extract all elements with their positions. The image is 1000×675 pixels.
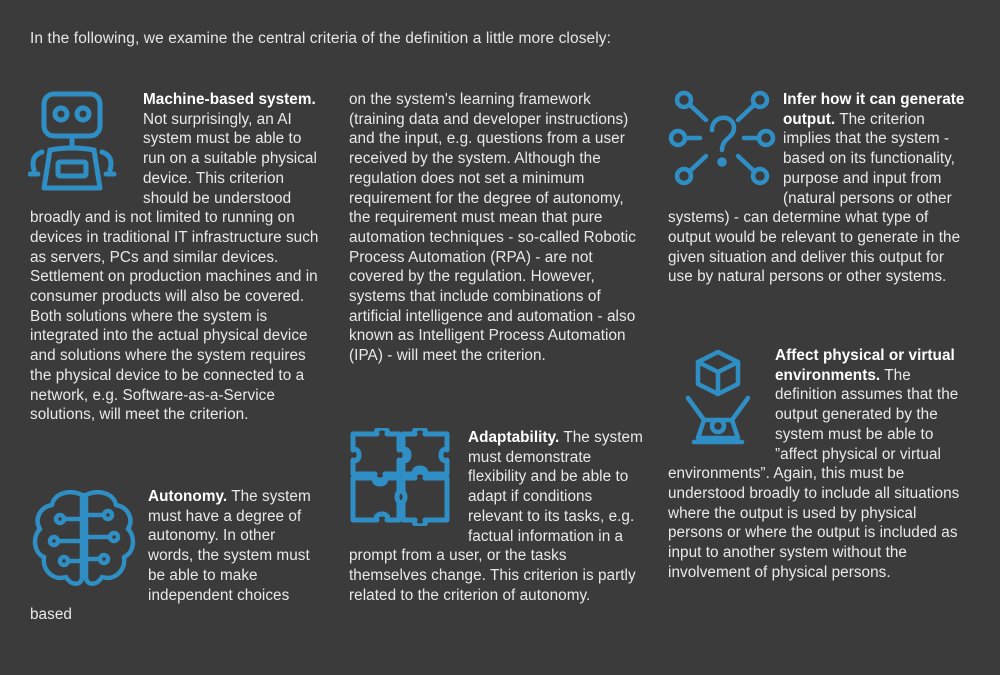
- autonomy-title: Autonomy.: [148, 488, 228, 505]
- autonomy-continued-body: on the system's learning framework (training data and developer instructions) and the input, e.g. questions from a user received by the system. Although the regulation does not set a minimum requirement for the degree of autonomy, the requirement must mean that pure automation techniques - so-called Robotic Process Automation (RPA) - are not covered by the regulation. However, systems that include combinations of artificial intelligence and automation - also known as Intelligent Process Automation (IPA) - will meet the criterion.: [349, 91, 636, 365]
- cube-robot-arm-icon: [668, 346, 775, 450]
- machine-title: Machine-based system.: [143, 91, 316, 108]
- infer-body: The criterion implies that the system - based on its functionality, purpose and input from (natural persons or other systems) - can determine what type of output would be relevant to generate in the given situation and deliver this output for use by natural persons or other systems.: [668, 110, 961, 286]
- affect-body: The definition assumes that the output generated by the system must be able to ”affect physical or virtual environments”. Again, this must be understood broadly to include all situations where the output is used by physical persons or where the output is included as input to another system without the involvement of physical persons.: [668, 366, 960, 581]
- section-autonomy-continued: [349, 90, 647, 366]
- robot-icon: [28, 90, 143, 194]
- affect-title: Affect physical or virtual environments.: [775, 347, 955, 384]
- brain-circuit-icon: [30, 487, 148, 605]
- intro-text: In the following, we examine the central criteria of the definition a little more closely:: [30, 30, 612, 47]
- section-autonomy: [30, 487, 320, 625]
- puzzle-icon: [349, 428, 468, 532]
- adaptability-body: The system must demonstrate flexibility and be able to adapt if conditions relevant to its tasks, e.g. factual information in a prompt from a user, or the tasks themselves change. This criterion is partly related to the criterion of autonomy.: [349, 429, 643, 604]
- section-machine-based: [30, 90, 326, 425]
- infer-title: Infer how it can generate output.: [783, 91, 965, 128]
- machine-body: Not surprisingly, an AI system must be able to run on a suitable physical device. This criterion should be understood broadly and is not limited to running on devices in traditional IT infrastructure such as servers, PCs and similar devices. Settlement on production machines and in consumer products will also be covered. Both solutions where the system is integrated into the actual physical device and solutions where the system requires the physical device to be connected to a network, e.g. Software-as-a-Service solutions, will meet the criterion.: [30, 110, 319, 424]
- section-infer-output: [668, 90, 965, 287]
- autonomy-body: The system must have a degree of autonomy. In other words, the system must be able to make independent choices based: [30, 488, 311, 624]
- section-adaptability: [349, 428, 645, 605]
- adaptability-title: Adaptability.: [468, 429, 560, 446]
- question-network-icon: [668, 90, 783, 194]
- section-affect-environments: [668, 346, 965, 582]
